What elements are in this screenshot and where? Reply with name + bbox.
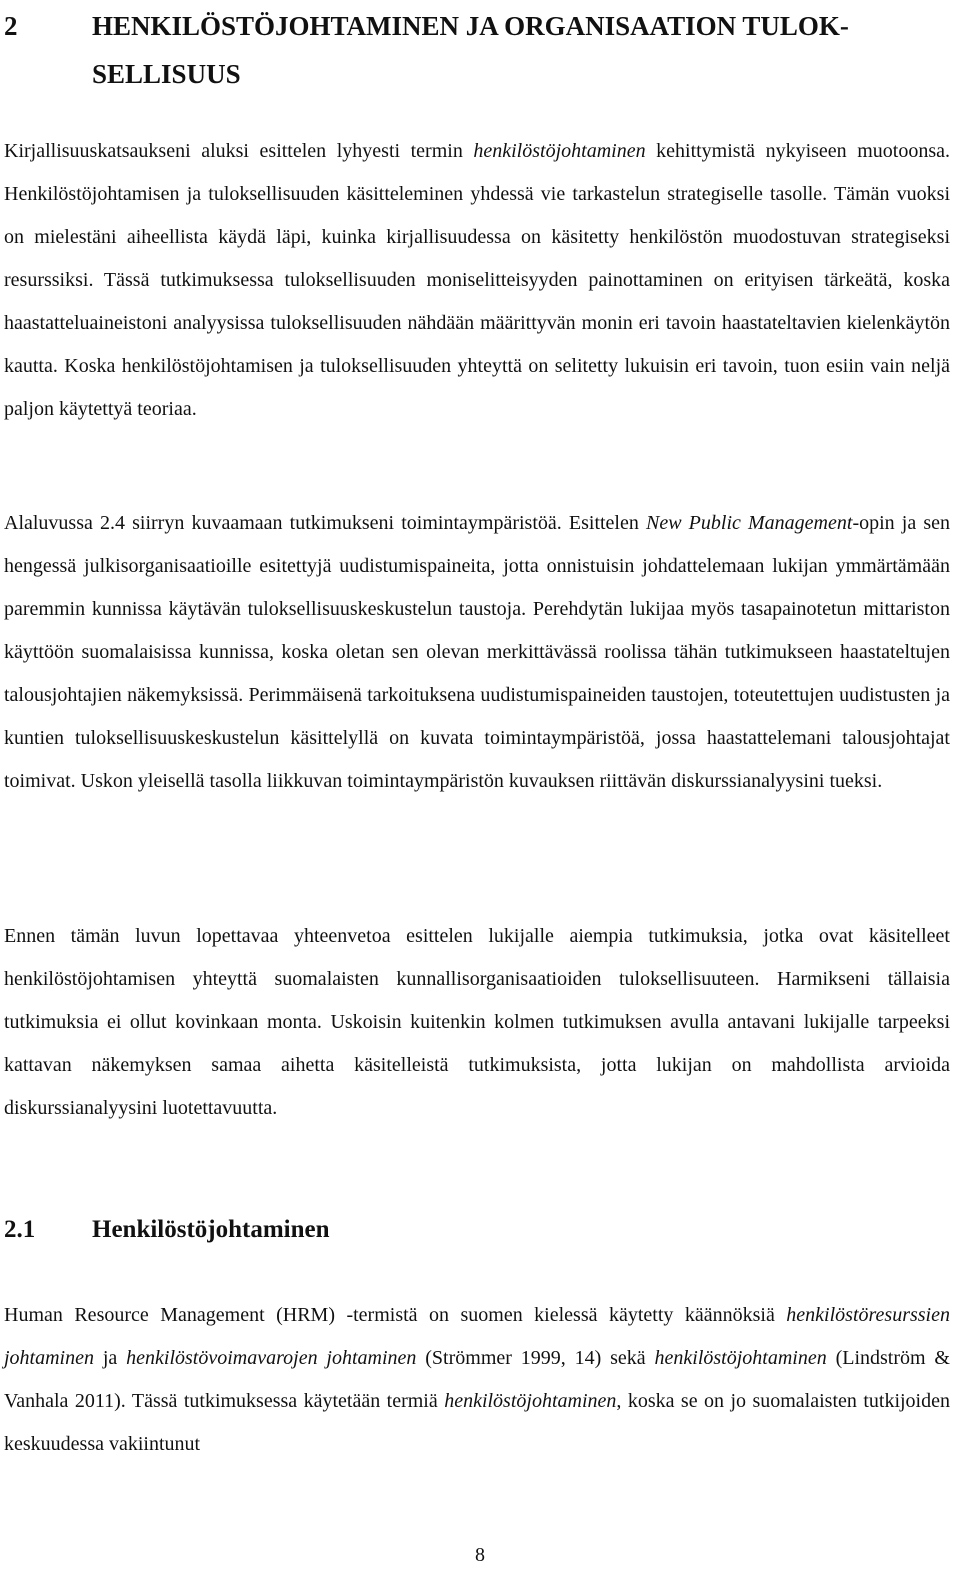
- chapter-title: HENKILÖSTÖJOHTAMINEN JA ORGANISAATION TULOK-SELLISUUS: [92, 11, 849, 89]
- text-run: Kirjallisuuskatsaukseni aluksi esittelen lyhyesti termin: [4, 140, 474, 162]
- section-number: 2.1: [4, 1216, 36, 1243]
- paragraph-hrm: [4, 1294, 950, 1466]
- italic-term: henkilöstöjohtaminen: [473, 140, 646, 162]
- italic-term: henkilöstöresurssien johtaminen: [4, 1304, 950, 1369]
- text-run: (Lindström & Vanhala 2011). Tässä tutkimuksessa käytetään termiä: [4, 1347, 950, 1412]
- paragraph-environment: [4, 502, 950, 803]
- text-run: , koska se on jo suomalaisten tutkijoiden keskuudessa vakiintunut: [4, 1390, 950, 1455]
- text-run: ja: [94, 1347, 127, 1369]
- text-run: -opin ja sen hengessä julkisorganisaatioille esitettyjä uudistumispaineita, jotta onnistuisin johdattelemaan lukijan ymmärtämään paremmin kunnissa käytävän tuloksellisuuskeskustelun taustoja. Perehdytän lukijaa myös tasapainotetun mittariston käyttöön suomalaisissa kunnissa, koska oletan sen olevan merkittävässä roolissa tähän tutkimukseen haastateltujen talousjohtajien näkemyksissä. Perimmäisenä tarkoituksena uudistumispaineiden taustojen, toteutettujen uudistusten ja kuntien tuloksellisuuskeskustelun käsittelyllä on kuvata toimintaympäristöä, jossa haastattelemani talousjohtajat toimivat. Uskon yleisellä tasolla liikkuvan toimintaympäristön kuvauksen riittävän diskurssianalyysini tueksi.: [4, 512, 951, 792]
- paragraph-intro: [4, 130, 950, 431]
- page-number: 8: [475, 1544, 485, 1566]
- text-run: Human Resource Management (HRM) -termistä on suomen kielessä käytetty käännöksiä: [4, 1304, 787, 1326]
- italic-term: henkilöstövoimavarojen johtaminen: [126, 1347, 417, 1369]
- text-run: kehittymistä nykyiseen muotoonsa. Henkilöstöjohtamisen ja tuloksellisuuden käsitteleminen yhdessä vie tarkastelun strategiselle tasolle. Tämän vuoksi on mielestäni aiheellista käydä läpi, kuinka kirjallisuudessa on käsitetty henkilöstön muodostuvan strategiseksi resurssiksi. Tässä tutkimuksessa tuloksellisuuden moniselitteisyyden painottaminen on erityisen tärkeätä, koska haastatteluaineistoni analyysissa tuloksellisuuden nähdään määrittyvän monin eri tavoin haastateltavien kielenkäytön kautta. Koska henkilöstöjohtamisen ja tuloksellisuuden yhteyttä on selitetty lukuisin eri tavoin, tuon esiin vain neljä paljon käytettyä teoriaa.: [4, 140, 950, 420]
- italic-term: New Public Management: [646, 512, 853, 534]
- section-heading: [4, 1208, 330, 1252]
- text-run: Alaluvussa 2.4 siirryn kuvaamaan tutkimukseni toimintaympäristöä. Esittelen: [4, 512, 646, 534]
- italic-term: henkilöstöjohtaminen: [654, 1347, 827, 1369]
- text-run: Ennen tämän luvun lopettavaa yhteenvetoa esittelen lukijalle aiempia tutkimuksia, jotka ovat käsitelleet henkilöstöjohtamisen yhteyttä suomalaisten kunnallisorganisaatioiden tuloksellisuuteen. Harmikseni tällaisia tutkimuksia ei ollut kovinkaan monta. Uskoisin kuitenkin kolmen tutkimuksen avulla antavani lukijalle tarpeeksi kattavan näkemyksen samaa aihetta käsitelleistä tutkimuksista, jotta lukijan on mahdollista arvioida diskurssianalyysini luotettavuutta.: [4, 925, 950, 1119]
- text-run: (Strömmer 1999, 14) sekä: [416, 1347, 655, 1369]
- italic-term: henkilöstöjohtaminen: [444, 1390, 617, 1412]
- section-title: Henkilöstöjohtaminen: [92, 1216, 330, 1243]
- paragraph-prior-research: [4, 915, 950, 1130]
- chapter-heading: [4, 2, 954, 98]
- chapter-number: 2: [4, 11, 18, 41]
